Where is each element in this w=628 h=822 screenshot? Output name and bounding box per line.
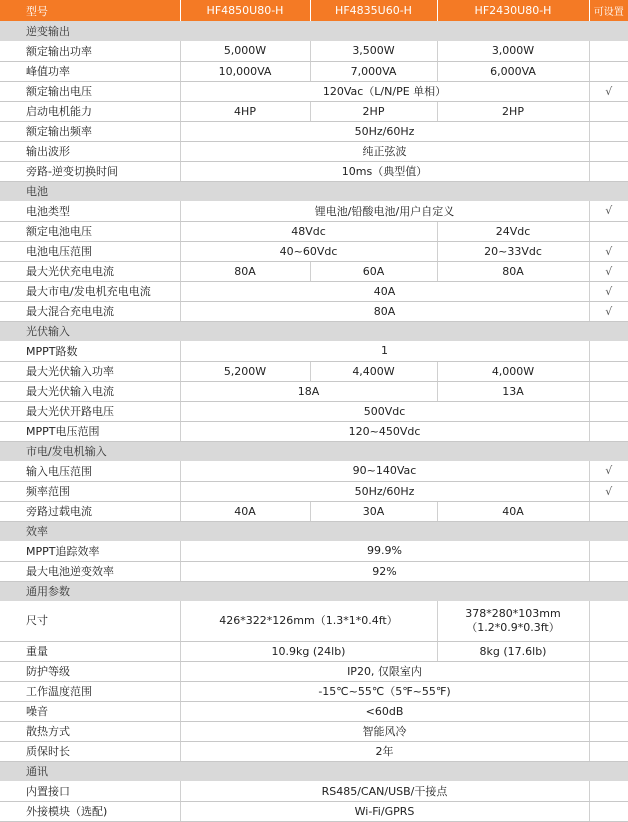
spec-value-cell: 纯正弦波	[180, 141, 589, 161]
table-row	[0, 241, 628, 261]
spec-value-cell: 99.9%	[180, 541, 589, 561]
spec-value-cell: 426*322*126mm（1.3*1*0.4ft）	[180, 601, 437, 641]
configurable-check	[589, 781, 628, 801]
spec-value-cell: 10ms（典型值）	[180, 161, 589, 181]
row-label: 启动电机能力	[0, 101, 180, 121]
section-title: 逆变输出	[26, 25, 70, 38]
row-label: 内置接口	[0, 781, 180, 801]
configurable-check	[589, 221, 628, 241]
row-label: 重量	[0, 641, 180, 661]
spec-body	[0, 21, 628, 821]
model-label-header: 型号	[26, 4, 48, 18]
spec-value-cell: 40A	[437, 501, 589, 521]
spec-value-cell: 5,000W	[180, 41, 310, 61]
spec-value-cell: 6,000VA	[437, 61, 589, 81]
row-label: 额定电池电压	[0, 221, 180, 241]
row-label: 最大光伏充电电流	[0, 261, 180, 281]
spec-value-cell: 4HP	[180, 101, 310, 121]
spec-value-cell: 1	[180, 341, 589, 361]
table-row	[0, 161, 628, 181]
section-header	[0, 581, 628, 601]
spec-value-cell: 120Vac（L/N/PE 单相）	[180, 81, 589, 101]
spec-value-cell: 80A	[437, 261, 589, 281]
table-row	[0, 201, 628, 221]
row-label: MPPT路数	[0, 341, 180, 361]
configurable-check	[589, 561, 628, 581]
table-row	[0, 121, 628, 141]
spec-value-cell: 80A	[180, 261, 310, 281]
configurable-check	[589, 341, 628, 361]
spec-value-cell: 50Hz/60Hz	[180, 481, 589, 501]
configurable-check	[589, 501, 628, 521]
spec-value-cell: 40A	[180, 281, 589, 301]
spec-value-cell: 120~450Vdc	[180, 421, 589, 441]
table-row	[0, 221, 628, 241]
spec-value-cell: 24Vdc	[437, 221, 589, 241]
row-label: MPPT追踪效率	[0, 541, 180, 561]
spec-value-cell: <60dB	[180, 701, 589, 721]
section-title: 效率	[26, 525, 48, 539]
row-label: 质保时长	[0, 741, 180, 761]
configurable-check: √	[589, 81, 628, 101]
table-row	[0, 641, 628, 661]
section-title: 光伏输入	[26, 325, 70, 339]
configurable-check: √	[589, 201, 628, 221]
configurable-check	[589, 541, 628, 561]
spec-value-cell: 13A	[437, 381, 589, 401]
spec-value-cell: 智能风冷	[180, 721, 589, 741]
table-row	[0, 281, 628, 301]
spec-value-cell: 40~60Vdc	[180, 241, 437, 261]
table-row	[0, 721, 628, 741]
model-header-hf2430u80h: HF2430U80-H	[437, 0, 589, 21]
model-header-hf4835u60h: HF4835U60-H	[310, 0, 437, 21]
row-label: MPPT电压范围	[0, 421, 180, 441]
row-label: 额定输出频率	[0, 121, 180, 141]
table-row	[0, 41, 628, 61]
configurable-check	[589, 41, 628, 61]
row-label: 输入电压范围	[0, 461, 180, 481]
row-label: 电池类型	[0, 201, 180, 221]
configurable-check	[589, 141, 628, 161]
spec-value-cell: IP20, 仅限室内	[180, 661, 589, 681]
section-header	[0, 441, 628, 461]
table-row	[0, 801, 628, 821]
row-label: 工作温度范围	[0, 681, 180, 701]
configurable-check	[589, 421, 628, 441]
spec-value-cell: 48Vdc	[180, 221, 437, 241]
row-label: 输出波形	[0, 141, 180, 161]
row-label: 尺寸	[0, 601, 180, 641]
section-title: 通讯	[26, 765, 48, 779]
table-row	[0, 141, 628, 161]
configurable-header: 可设置	[589, 0, 628, 21]
table-row	[0, 561, 628, 581]
spec-value-cell: 2年	[180, 741, 589, 761]
configurable-check	[589, 701, 628, 721]
table-row	[0, 381, 628, 401]
spec-value-cell: 3,500W	[310, 41, 437, 61]
spec-value-cell: 500Vdc	[180, 401, 589, 421]
configurable-check	[589, 641, 628, 661]
table-row	[0, 541, 628, 561]
row-label: 外接模块（选配)	[0, 801, 180, 821]
configurable-check: √	[589, 281, 628, 301]
configurable-check	[589, 61, 628, 81]
table-row	[0, 701, 628, 721]
configurable-check	[589, 801, 628, 821]
row-label: 最大光伏开路电压	[0, 401, 180, 421]
table-row	[0, 101, 628, 121]
table-row	[0, 501, 628, 521]
row-label: 最大光伏输入功率	[0, 361, 180, 381]
row-label: 最大市电/发电机充电电流	[0, 281, 180, 301]
table-row	[0, 341, 628, 361]
row-label: 最大电池逆变效率	[0, 561, 180, 581]
row-label: 最大光伏输入电流	[0, 381, 180, 401]
spec-value-cell: 锂电池/铅酸电池/用户自定义	[180, 201, 589, 221]
configurable-check: √	[589, 301, 628, 321]
section-header	[0, 521, 628, 541]
configurable-check	[589, 161, 628, 181]
section-title: 市电/发电机输入	[26, 445, 107, 459]
spec-value-cell: 90~140Vac	[180, 461, 589, 481]
spec-value-cell: 10,000VA	[180, 61, 310, 81]
row-label: 最大混合充电电流	[0, 301, 180, 321]
row-label: 散热方式	[0, 721, 180, 741]
model-header-hf4850u80h: HF4850U80-H	[180, 0, 310, 21]
section-header	[0, 761, 628, 781]
spec-value-cell: 2HP	[310, 101, 437, 121]
configurable-check	[589, 381, 628, 401]
configurable-check	[589, 101, 628, 121]
spec-value-cell: 8kg (17.6lb)	[437, 641, 589, 661]
table-row	[0, 61, 628, 81]
table-row	[0, 261, 628, 281]
table-row	[0, 681, 628, 701]
row-label: 旁路过载电流	[0, 501, 180, 521]
spec-value-cell: 378*280*103mm（1.2*0.9*0.3ft）	[437, 601, 589, 641]
spec-value-cell: RS485/CAN/USB/干接点	[180, 781, 589, 801]
spec-value-cell: 40A	[180, 501, 310, 521]
table-row	[0, 401, 628, 421]
configurable-check: √	[589, 261, 628, 281]
spec-value-cell: 80A	[180, 301, 589, 321]
table-row	[0, 661, 628, 681]
row-label: 防护等级	[0, 661, 180, 681]
spec-value-cell: 7,000VA	[310, 61, 437, 81]
configurable-check	[589, 661, 628, 681]
configurable-check	[589, 361, 628, 381]
spec-value-cell: 50Hz/60Hz	[180, 121, 589, 141]
configurable-check	[589, 741, 628, 761]
row-label: 峰值功率	[0, 61, 180, 81]
row-label: 额定输出电压	[0, 81, 180, 101]
spec-value-cell: 92%	[180, 561, 589, 581]
table-row	[0, 741, 628, 761]
spec-value-cell: 10.9kg (24lb)	[180, 641, 437, 661]
section-header	[0, 321, 628, 341]
spec-value-cell: 18A	[180, 381, 437, 401]
spec-value-cell: -15℃~55℃（5℉~55℉)	[180, 681, 589, 701]
table-row	[0, 461, 628, 481]
table-row	[0, 481, 628, 501]
spec-value-cell: 3,000W	[437, 41, 589, 61]
table-row	[0, 301, 628, 321]
spec-value-cell: Wi-Fi/GPRS	[180, 801, 589, 821]
row-label: 电池电压范围	[0, 241, 180, 261]
section-title: 电池	[26, 185, 48, 199]
configurable-check	[589, 401, 628, 421]
spec-value-cell: 4,000W	[437, 361, 589, 381]
table-row	[0, 601, 628, 641]
row-label: 频率范围	[0, 481, 180, 501]
spec-value-cell: 4,400W	[310, 361, 437, 381]
spec-value-cell: 60A	[310, 261, 437, 281]
table-row	[0, 421, 628, 441]
table-row	[0, 81, 628, 101]
configurable-check: √	[589, 241, 628, 261]
configurable-check	[589, 681, 628, 701]
section-header	[0, 181, 628, 201]
row-label: 额定输出功率	[0, 41, 180, 61]
spec-value-cell: 30A	[310, 501, 437, 521]
table-header	[0, 0, 628, 21]
section-title: 通用参数	[26, 585, 70, 599]
spec-value-cell: 2HP	[437, 101, 589, 121]
configurable-check	[589, 601, 628, 641]
row-label: 噪音	[0, 701, 180, 721]
configurable-check: √	[589, 461, 628, 481]
row-label: 旁路-逆变切换时间	[0, 161, 180, 181]
configurable-check: √	[589, 481, 628, 501]
configurable-check	[589, 721, 628, 741]
spec-value-cell: 5,200W	[180, 361, 310, 381]
table-row	[0, 361, 628, 381]
table-row	[0, 781, 628, 801]
section-header	[0, 21, 628, 41]
configurable-check	[589, 121, 628, 141]
spec-value-cell: 20~33Vdc	[437, 241, 589, 261]
